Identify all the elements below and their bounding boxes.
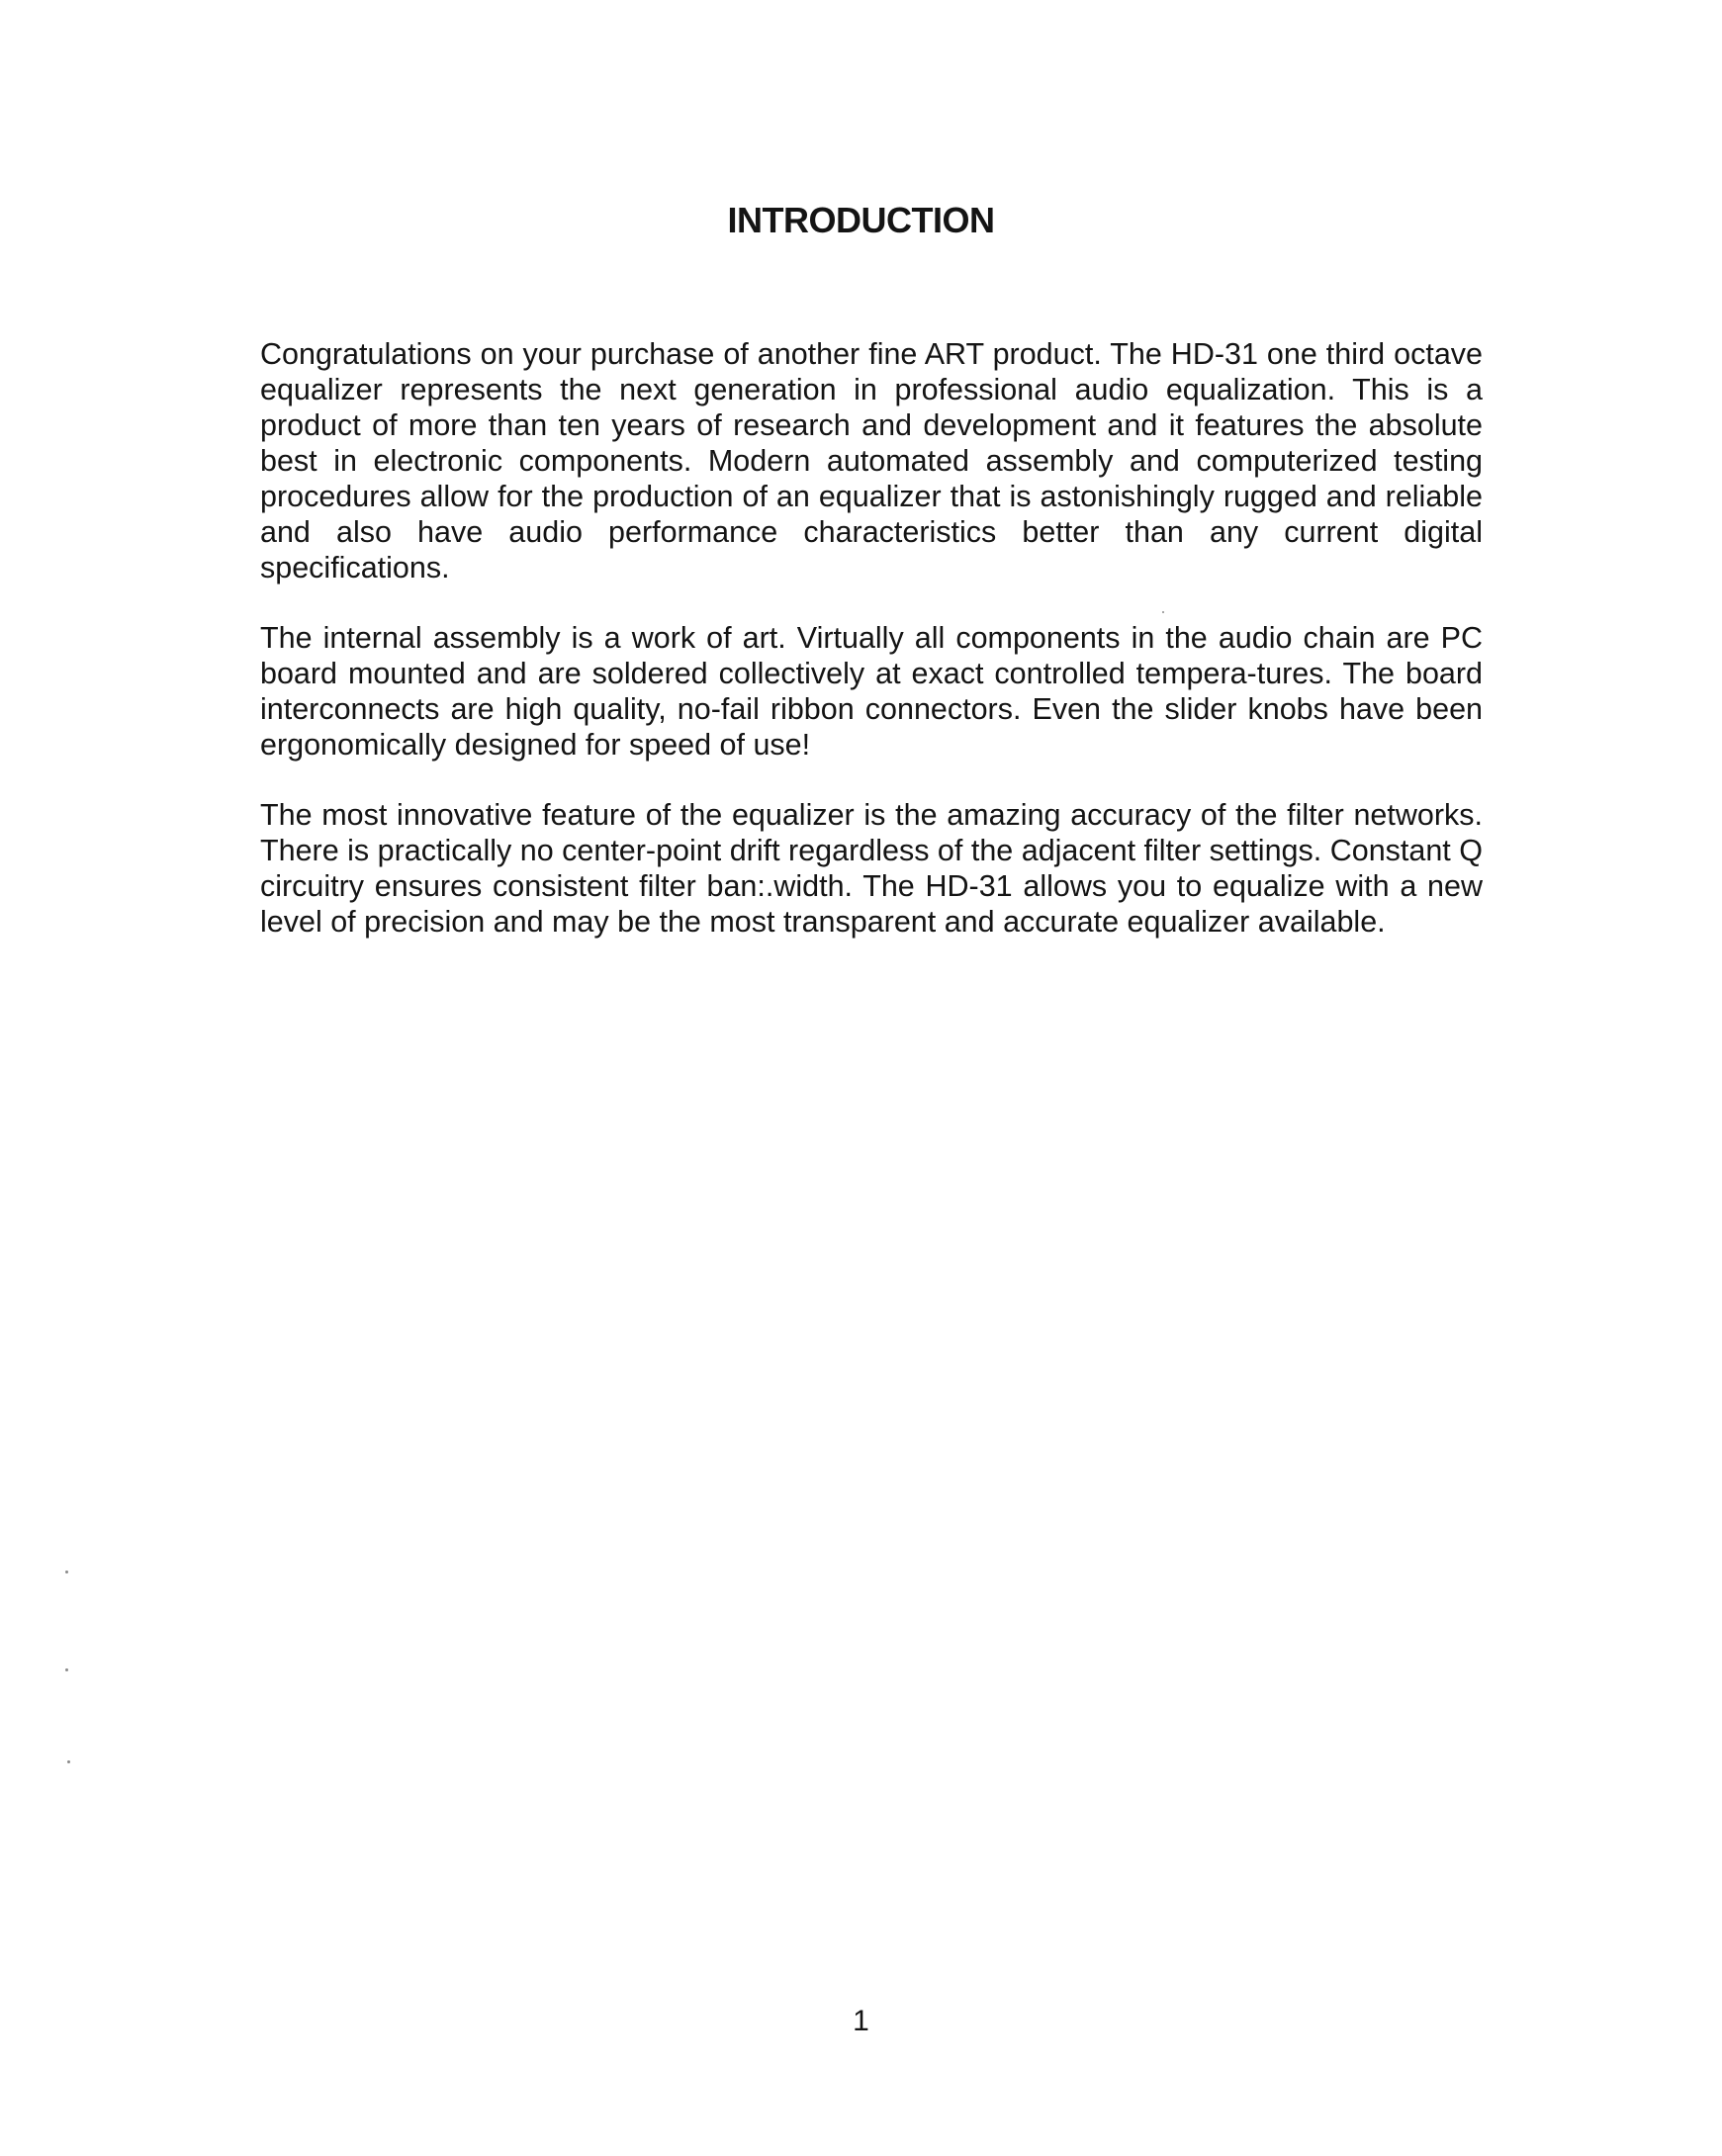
scan-speck [67,1760,70,1763]
scan-speck [65,1571,68,1573]
scan-speck [65,1668,68,1671]
paragraph-congratulations: Congratulations on your purchase of another fine ART product. The HD-31 one third octave equalizer represents the next generation in professional audio equalization. This is a product of more than ten years of research and development and it features the absolute best in electronic components. Modern automated assembly and computerized testing procedures allow for the production of an equalizer that is astonishingly rugged and reliable and also have audio performance characteristics better than any current digital specifications. [260,337,1483,584]
paragraph-innovative-feature: The most innovative feature of the equalizer is the amazing accuracy of the filter networks. There is practically no center-point drift regardless of the adjacent filter settings. Constant Q circuitry ensures consistent filter ban:.width. The HD-31 allows you to equalize with a new level of precision and may be the most transparent and accurate equalizer available. [260,798,1483,939]
paragraph-internal-assembly: The internal assembly is a work of art. Virtually all components in the audio chain are PC board mounted and are soldered collectively at exact controlled tempera-tures. The board interconnects are high quality, no-fail ribbon connectors. Even the slider knobs have been ergonomically designed for speed of use! [260,621,1483,762]
scan-speck [1162,611,1164,613]
page-number: 1 [853,2005,869,2037]
page-title: INTRODUCTION [727,200,995,240]
